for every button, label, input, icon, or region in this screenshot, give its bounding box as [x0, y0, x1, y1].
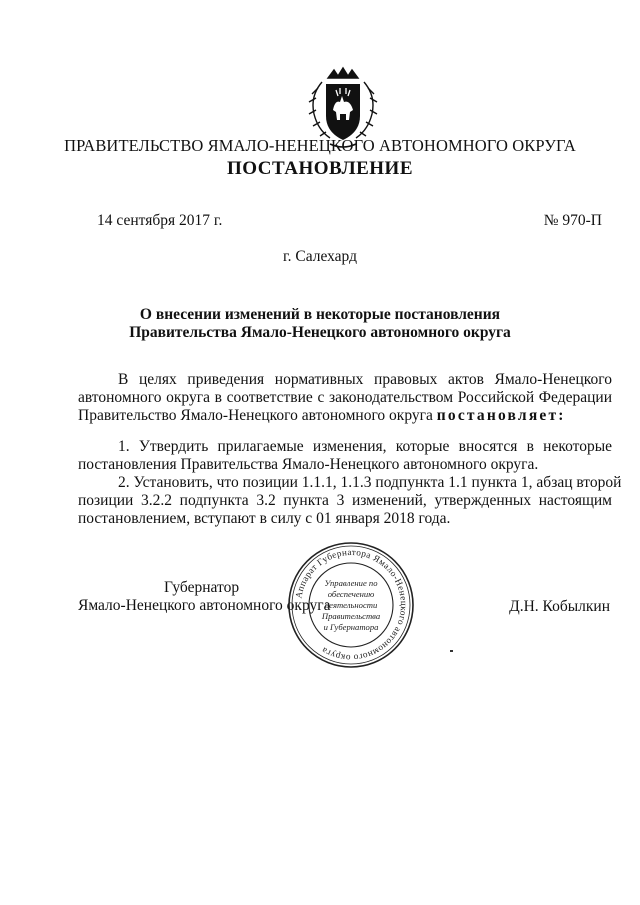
- signatory-region: Ямало-Ненецкого автономного округа: [78, 597, 331, 614]
- document-type-heading: ПОСТАНОВЛЕНИЕ: [226, 158, 414, 179]
- clause-2-line-1: 2. Установить, что позиции 1.1.1, 1.1.3 подпункта 1.1 пункта 1, абзац второй: [118, 474, 622, 491]
- seal-center-line-2: обеспечению: [327, 589, 375, 599]
- document-date: 14 сентября 2017 г.: [97, 212, 223, 229]
- document-number: № 970-П: [543, 212, 602, 229]
- clause-2-line-2: позиции 3.2.2 подпункта 3.2 пункта 3 изменений, утвержденных настоящим: [78, 492, 612, 509]
- seal-center-line-3: деятельности: [324, 600, 378, 610]
- preamble-line-2: автономного округа в соответствие с законодательством Российской Федерации: [78, 389, 612, 406]
- preamble-line-1: В целях приведения нормативных правовых актов Ямало-Ненецкого: [118, 371, 612, 388]
- decree-word: постановляет:: [436, 407, 566, 424]
- official-seal-stamp: [286, 540, 416, 670]
- preamble-line-3-text: Правительство Ямало-Ненецкого автономного округа: [78, 407, 433, 424]
- document-city: г. Салехард: [283, 248, 357, 265]
- document-subject: [0, 306, 640, 342]
- government-title: ПРАВИТЕЛЬСТВО ЯМАЛО-НЕНЕЦКОГО АВТОНОМНОГО ОКРУГА: [64, 136, 576, 155]
- subject-line-2: Правительства Ямало-Ненецкого автономного округа: [129, 324, 511, 341]
- subject-line-1: О внесении изменений в некоторые постановления: [139, 306, 501, 323]
- signatory-position: Губернатор: [164, 579, 240, 596]
- clause-1-line-1: 1. Утвердить прилагаемые изменения, которые вносятся в некоторые: [118, 438, 612, 455]
- clause-1-paragraph: [78, 438, 612, 474]
- clause-2-line-3: постановлением, вступают в силу с 01 января 2018 года.: [78, 510, 451, 527]
- seal-center-line-5: и Губернатора: [323, 622, 379, 632]
- seal-center-line-4: Правительства: [321, 611, 381, 621]
- seal-center-line-1: Управление по: [324, 578, 378, 588]
- seal-ring-text: Аппарат Губернатора Ямало-Ненецкого автономного округа: [293, 546, 410, 664]
- clause-2-paragraph: [78, 474, 622, 528]
- preamble-paragraph: [78, 371, 612, 425]
- preamble-line-3: [78, 407, 612, 425]
- signatory-name: Д.Н. Кобылкин: [509, 598, 610, 615]
- clause-1-line-2: постановления Правительства Ямало-Ненецкого автономного округа.: [78, 456, 539, 473]
- ink-mark: [450, 650, 453, 652]
